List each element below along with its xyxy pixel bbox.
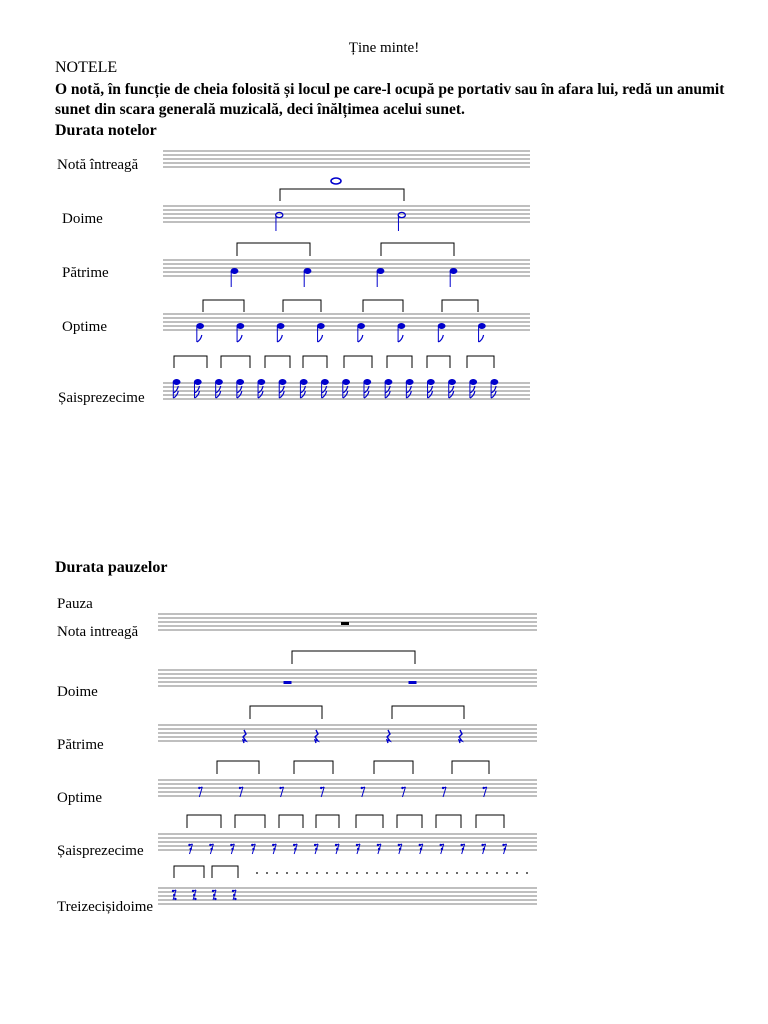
grouping-bracket [467,356,494,368]
label-half-note: Doime [62,211,103,227]
label-quarter-rest: Pătrime [57,737,104,753]
continuation-dot [426,872,428,874]
continuation-dot [526,872,528,874]
grouping-bracket [436,815,461,828]
sixteenth-rest-flag [233,848,234,849]
grouping-bracket [392,706,464,719]
sixteenth-rest-flag [463,848,464,849]
sixteenth-rest-flag [316,848,317,849]
grouping-bracket [250,706,322,719]
label-thirtysecond-rest: Treizecișidoime [57,899,154,915]
sixteenth-rest-flag [253,848,254,849]
quarter-note-head [377,268,384,273]
thirtysecond-rest-flag [234,898,235,899]
continuation-dot [436,872,438,874]
sixteenth-note-head [470,379,477,384]
label-eighth-note: Optime [62,319,107,335]
continuation-dot [326,872,328,874]
eighth-note-head [317,323,324,328]
rests-heading: Durata pauzelor [55,559,168,576]
quarter-note-head [304,268,311,273]
continuation-dot [356,872,358,874]
quarter-rest [459,730,462,743]
sixteenth-note-head [237,379,244,384]
sixteenth-note-head [258,379,265,384]
sixteenth-rest-flag [379,848,380,849]
grouping-bracket [381,243,454,256]
eighth-note-flag [277,335,282,342]
sixteenth-note-head [385,379,392,384]
grouping-bracket [217,761,259,774]
eighth-note-head [438,323,445,328]
thirtysecond-rest-flag [194,894,195,895]
label-eighth-rest: Optime [57,790,102,806]
sixteenth-note-head [321,379,328,384]
continuation-dot [396,872,398,874]
label-sixteenth-rest: Șaisprezecime [57,843,144,859]
continuation-dot [366,872,368,874]
grouping-bracket [174,356,207,368]
eighth-note-flag [197,335,202,342]
grouping-bracket [303,356,327,368]
grouping-bracket [344,356,372,368]
sixteenth-rest-flag [400,848,401,849]
label-whole-note: Notă întreagă [57,157,139,173]
sixteenth-rest-flag [442,848,443,849]
eighth-note-head [197,323,204,328]
label-half-rest: Doime [57,684,98,700]
sixteenth-rest-flag [505,848,506,849]
continuation-dot [406,872,408,874]
quarter-rest [387,730,390,743]
grouping-bracket [316,815,339,828]
label-whole-rest: Nota intreagă [57,624,139,640]
continuation-dot [516,872,518,874]
grouping-bracket [187,815,221,828]
grouping-bracket [292,651,415,664]
label-pauza: Pauza [57,596,93,612]
sixteenth-rest-flag [337,848,338,849]
continuation-dot [256,872,258,874]
grouping-bracket [442,300,478,312]
grouping-bracket [452,761,489,774]
sixteenth-rest-flag [421,848,422,849]
quarter-rest [243,730,246,743]
label-quarter-note: Pătrime [62,265,109,281]
sixteenth-note-head [279,379,286,384]
half-rest [409,681,417,684]
sixteenth-rest-flag [295,848,296,849]
grouping-bracket [212,866,238,878]
eighth-note-head [398,323,405,328]
continuation-dot [466,872,468,874]
thirtysecond-rest-flag [174,894,175,895]
eighth-note-flag [237,335,242,342]
continuation-dot [476,872,478,874]
eighth-note-flag [358,335,363,342]
continuation-dot [346,872,348,874]
whole-note [331,178,341,184]
thirtysecond-rest-flag [214,898,215,899]
grouping-bracket [237,243,310,256]
continuation-dot [286,872,288,874]
thirtysecond-rest-flag [214,894,215,895]
section-title: NOTELE [55,59,118,76]
label-sixteenth-note: Șaisprezecime [58,390,145,406]
eighth-note-head [358,323,365,328]
continuation-dot [306,872,308,874]
grouping-bracket [476,815,504,828]
continuation-dot [266,872,268,874]
sixteenth-note-head [173,379,180,384]
eighth-note-head [478,323,485,328]
sixteenth-rest-flag [212,848,213,849]
whole-rest [341,622,349,625]
intro-paragraph: O notă, în funcție de cheia folosită și locul pe care-l ocupă pe portativ sau în afara lui, redă un anumit sunet din scara generală muzicală, deci înălțimea acelui sunet. [55,81,725,118]
eighth-note-flag [398,335,403,342]
continuation-dot [276,872,278,874]
eighth-note-head [237,323,244,328]
continuation-dot [446,872,448,874]
eighth-note-head [277,323,284,328]
sixteenth-note-head [194,379,201,384]
continuation-dot [496,872,498,874]
sixteenth-note-head [342,379,349,384]
grouping-bracket [374,761,413,774]
sixteenth-rest-flag [484,848,485,849]
eighth-note-flag [438,335,443,342]
grouping-bracket [221,356,250,368]
continuation-dot [416,872,418,874]
grouping-bracket [283,300,321,312]
grouping-bracket [387,356,412,368]
sixteenth-rest-flag [191,848,192,849]
thirtysecond-rest-flag [194,898,195,899]
eighth-note-flag [318,335,323,342]
grouping-bracket [427,356,450,368]
half-note-head [276,212,283,217]
quarter-note-head [231,268,238,273]
sixteenth-rest-flag [274,848,275,849]
grouping-bracket [235,815,265,828]
grouping-bracket [356,815,383,828]
half-rest [284,681,292,684]
grouping-bracket [203,300,244,312]
half-note-head [398,212,405,217]
quarter-note-head [450,268,457,273]
grouping-bracket [397,815,422,828]
continuation-dot [386,872,388,874]
page-title: Ține minte! [348,40,420,56]
continuation-dot [376,872,378,874]
grouping-bracket [280,189,404,201]
continuation-dot [506,872,508,874]
continuation-dot [336,872,338,874]
grouping-bracket [363,300,403,312]
sixteenth-note-head [406,379,413,384]
notes-heading: Durata notelor [55,122,157,139]
continuation-dot [486,872,488,874]
sixteenth-note-head [215,379,222,384]
grouping-bracket [294,761,333,774]
sixteenth-note-head [300,379,307,384]
continuation-dot [456,872,458,874]
continuation-dot [316,872,318,874]
sixteenth-note-head [427,379,434,384]
eighth-note-flag [479,335,484,342]
sixteenth-note-head [448,379,455,384]
sixteenth-rest-flag [358,848,359,849]
grouping-bracket [174,866,204,878]
quarter-rest [315,730,318,743]
thirtysecond-rest-flag [174,898,175,899]
grouping-bracket [279,815,303,828]
sixteenth-note-head [491,379,498,384]
thirtysecond-rest-flag [234,894,235,895]
continuation-dot [296,872,298,874]
grouping-bracket [265,356,290,368]
sixteenth-note-head [364,379,371,384]
